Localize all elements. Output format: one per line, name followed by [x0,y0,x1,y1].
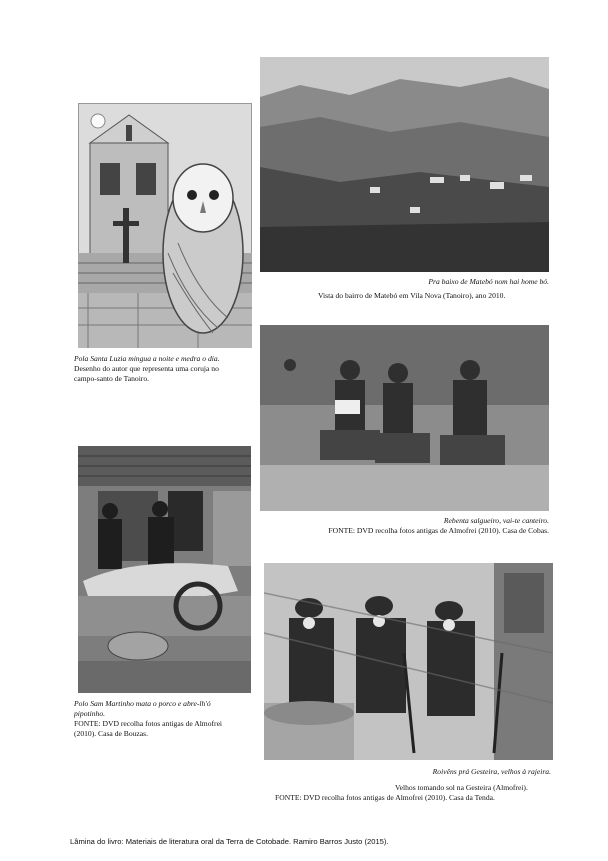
workers-caption-proverb: Rebenta salgueiro, vai-te canteiro. [443,516,549,525]
elders-caption-text [275,783,575,803]
pig-slaughter-photo [78,446,251,693]
owl-drawing-image [78,103,252,348]
owl-caption-line-2: campo-santo de Tanoiro. [74,374,150,383]
landscape-caption-line-1: Vista do bairro de Matebó em Vila Nova (Tanoiro), ano 2010. [318,291,506,300]
elders-caption-line-1: Velhos tomando sol na Gesteira (Almofrei). [395,783,528,792]
landscape-caption [260,277,549,287]
landscape-caption-text [318,291,558,301]
pig-caption-line-2: (2010). Casa de Bouzas. [74,729,149,738]
elders-caption-proverb: Roivêns prá Gesteira, velhos à rajeira. [432,767,551,776]
page-footer: Lâmina do livro: Materiais de literatura oral da Terra de Cotobade. Ramiro Barros Justo (2015). [70,837,389,846]
workers-caption-line-1: FONTE: DVD recolha fotos antigas de Almofrei (2010). Casa de Cobas. [328,526,549,535]
owl-caption-line-1: Desenho do autor que representa uma coruja no [74,364,219,373]
workers-caption [260,516,549,536]
pig-caption-proverb-1: Polo Sam Martinho mata o porco e abre-lh'ó [74,699,211,708]
pig-caption-proverb-2: pipotinho. [74,709,106,718]
elders-caption-line-2: FONTE: DVD recolha fotos antigas de Almofrei (2010). Casa da Tenda. [275,793,495,802]
pig-caption-line-1: FONTE: DVD recolha fotos antigas de Almofrei [74,719,223,728]
landscape-caption-proverb: Pra baixo de Matebó nom hai home bó. [428,277,549,286]
landscape-photo [260,57,549,272]
workers-photo [260,325,549,511]
owl-caption [74,354,264,384]
pig-caption [74,699,264,739]
owl-caption-proverb: Pola Santa Luzia mingua a noite e medra o dia. [74,354,220,363]
elders-photo [264,563,553,760]
elders-caption [264,767,551,777]
